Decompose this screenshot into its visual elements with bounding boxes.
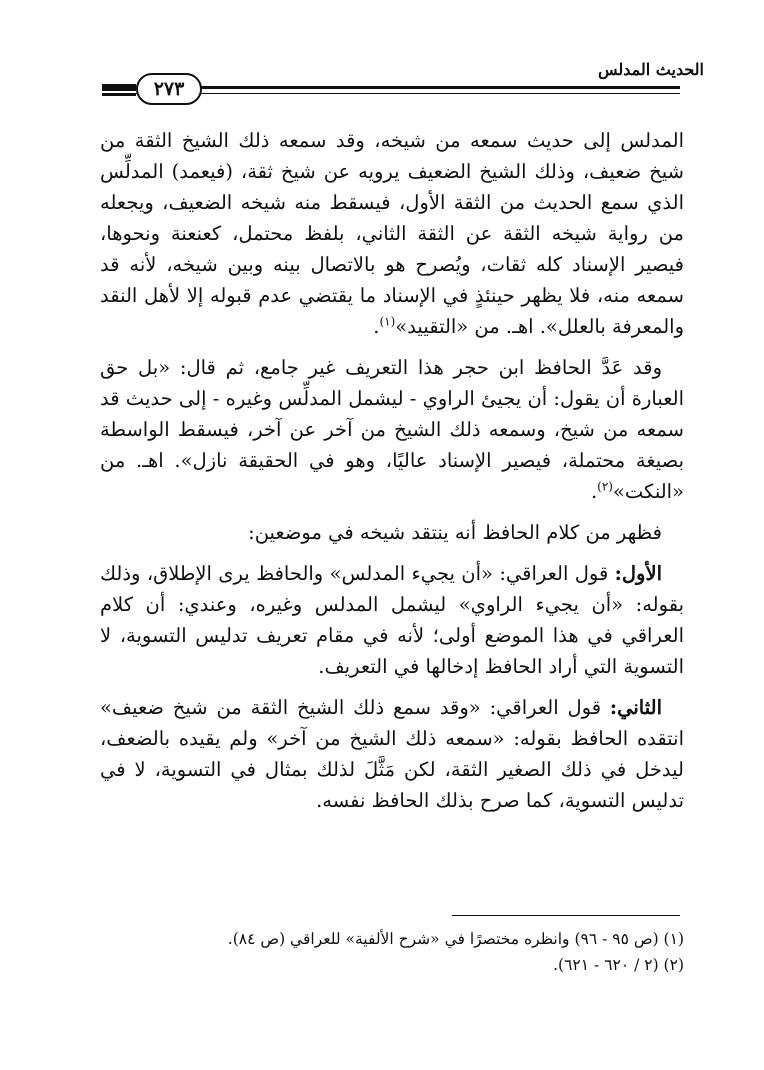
paragraph (100, 352, 684, 507)
footnote-ref: (١) (379, 314, 396, 329)
paragraph (100, 692, 684, 816)
header-ornament-line (102, 89, 136, 91)
footnote-ref: (٢) (597, 479, 613, 494)
paragraph-text: قول العراقي: «وقد سمع ذلك الشيخ الثقة من شيخ ضعيف» انتقده الحافظ بقوله: «سمعه ذلك الشيخ من آخر» ولم يقيده بالضعف، ليدخل في ذلك الصغير الثقة، لكن مَثَّلَ لذلك بمثال في التسوية، لا في تدليس التسوية، كما صرح بذلك الحافظ نفسه. (100, 696, 684, 812)
paragraph-lead: الأول: (614, 562, 662, 585)
footnote: (٢) (٢ / ٦٢٠ - ٦٢١). (553, 956, 684, 974)
paragraph-text: فظهر من كلام الحافظ أنه ينتقد شيخه في موضعين: (248, 521, 662, 544)
footnotes (100, 926, 684, 978)
paragraph (100, 517, 684, 548)
paragraph-tail: . (590, 480, 598, 503)
footnote-separator (452, 915, 680, 916)
footnote: (١) (ص ٩٥ - ٩٦) وانظره مختصرًا في «شرح الألفية» للعراقي (ص ٨٤). (227, 930, 684, 948)
paragraph-text: وقد عَدَّ الحافظ ابن حجر هذا التعريف غير جامع، ثم قال: «بل حق العبارة أن يقول: أن يجيئ الراوي - ليشمل المدلِّس وغيره - إلى حديث قد سمعه من شيخ، وسمعه ذلك الشيخ من آخر عن آخر، فيسقط الواسطة بصيغة محتملة، فيصير الإسناد عاليًا، وهو في الحقيقة نازل». اهـ. من «النكت» (100, 356, 684, 503)
body-text (100, 125, 684, 826)
paragraph (100, 558, 684, 682)
paragraph (100, 125, 684, 342)
paragraph-lead: الثاني: (609, 696, 662, 719)
running-title: الحديث المدلس (597, 60, 704, 79)
page-number-badge (136, 73, 202, 105)
header-ornament-line (102, 94, 136, 96)
paragraph-text: قول العراقي: «أن يجيء المدلس» والحافظ يرى الإطلاق، وذلك بقوله: «أن يجيء الراوي» ليشمل المدلس وغيره، وعندي: أن كلام العراقي في هذا الموضع أولى؛ لأنه في مقام تعريف تدليس التسوية، لا التسوية التي أراد الحافظ إدخالها في التعريف. (100, 562, 684, 678)
paragraph-tail: . (373, 315, 380, 338)
page-number: ٢٧٣ (153, 78, 185, 100)
header-ornament-line (102, 84, 136, 86)
paragraph-text: المدلس إلى حديث سمعه من شيخه، وقد سمعه ذلك الشيخ الثقة من شيخ ضعيف، وذلك الشيخ الضعيف يرويه عن شيخ ثقة، (فيعمد) المدلِّس الذي سمع الحديث من الثقة الأول، فيسقط منه شيخه الضعيف، ويجعله من رواية شيخه الثقة عن الثقة الثاني، بلفظ محتمل، كعنعنة ونحوها، فيصير الإسناد كله ثقات، ويُصرح هو بالاتصال بينه وبين شيخه، لأنه قد سمعه منه، فلا يظهر حينئذٍ في الإسناد ما يقتضي عدم قبوله إلا لأهل النقد والمعرفة بالعلل». اهـ. من «التقييد» (100, 129, 684, 338)
